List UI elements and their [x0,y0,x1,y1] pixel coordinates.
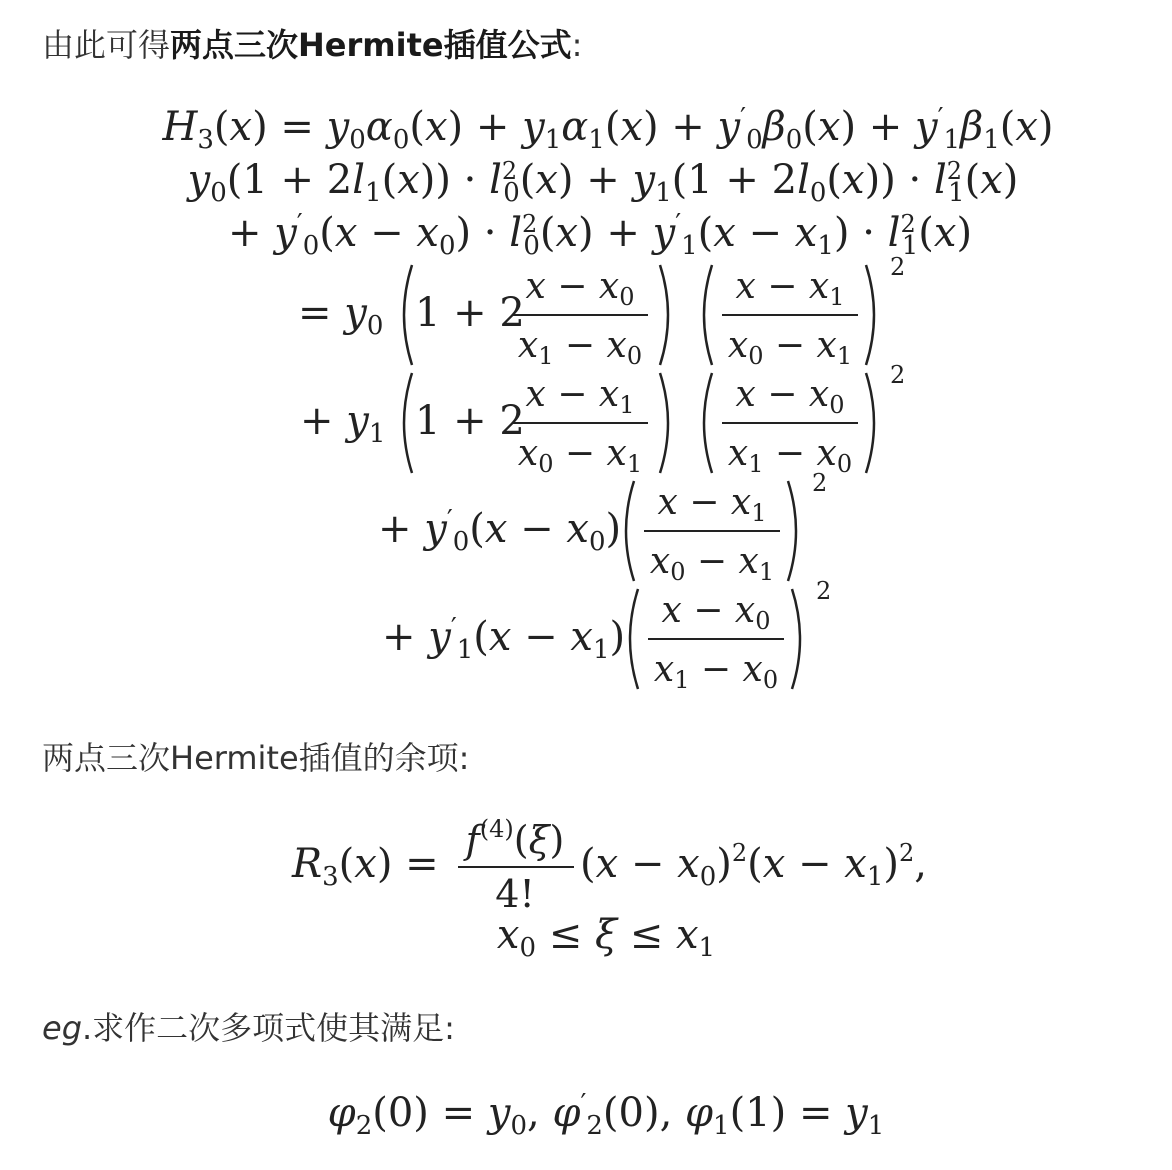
formula-row-4 [298,253,905,370]
svg-text:2: 2 [890,253,906,281]
intro-prefix: 由此可得 [42,26,171,64]
svg-text:+ y1: + $y_1$ [300,398,386,449]
svg-text:x1 − x0: x1 − x0 [517,325,643,370]
hermite-formula-block [0,95,1172,705]
svg-text:x − x0: x − x0 [525,266,635,311]
remainder-heading: 两点三次Hermite插值的余项: [42,739,470,777]
intro-paragraph [42,20,582,66]
svg-text:1 + 2: 1 + 2 [415,398,525,444]
svg-text:x0 − x1: x0 − x1 [649,541,775,586]
svg-text:x0 − x1: x0 − x1 [727,325,853,370]
svg-text:+ y′1(x − x1): + $y'_1(x - x_1)$ [382,613,626,665]
remainder-formula-svg [0,805,1172,965]
svg-text:2: 2 [812,469,828,497]
svg-text:x0 − x1: x0 − x1 [517,433,643,478]
hermite-formula-svg [0,95,1172,705]
formula-row-7 [382,577,831,694]
formula-row-3: + $y'_0(x - x_0) \cdot l^2$ $0(x) + y'_1(x - x_1) \cdot l^2$ 1(x) [227,209,973,261]
svg-text:x − x1: x − x1 [735,266,845,311]
row-4-open-paren [404,265,412,365]
svg-text:2: 2 [890,361,906,389]
example-formula-svg [0,1080,1172,1150]
remainder-condition: $x_0 \le \xi \le x_1$ [496,912,716,963]
remainder-numerator: $f^{(4)}(\xi)$ [465,815,565,862]
formula-row-2: $y_0(1 + 2l_1(x)) \cdot l^2$ $0(x) + y_1(1 + 2l_0(x)) \cdot l^2$ 1(x) [187,157,1019,208]
svg-text:x − x0: x − x0 [661,590,771,635]
svg-text:1 + 2: 1 + 2 [415,290,525,336]
svg-text:= y0: = $y_0$ [298,290,384,341]
formula-row-5 [300,361,905,478]
svg-text:x − x1: x − x1 [657,482,767,527]
example-eg: eg [42,1009,82,1047]
example-formula: $\varphi_2(0) = y_0$, $\varphi'_2(0)$, $\varphi_1(1) = y_1$ [327,1089,885,1141]
formula-row-6 [378,469,827,586]
example-paragraph [42,1003,455,1049]
svg-text:x − x0: x − x0 [735,374,845,419]
intro-bold-term: 两点三次Hermite插值公式 [170,26,572,64]
svg-text:+ y′0(x − x0): + $y'_0(x - x_0)$ [378,505,622,557]
remainder-lhs: $R_3(x)$ = [292,841,439,892]
example-formula-block [0,1080,1172,1150]
remainder-rhs: $(x - x_0)^2(x - x_1)^2$, [580,839,927,892]
intro-suffix: : [571,26,583,64]
remainder-formula-block [0,805,1172,965]
svg-text:x1 − x0: x1 − x0 [727,433,853,478]
remainder-denominator: 4! [495,872,535,916]
svg-text:2: 2 [816,577,832,605]
svg-text:x1 − x0: x1 − x0 [653,649,779,694]
formula-row-1: $H_3(x) = y_0\alpha_0(x) + y_1\alpha_1(x) + y'_0\beta_0(x) + y'_1\beta_1(x)$ [162,103,1054,155]
svg-text:x − x1: x − x1 [525,374,635,419]
example-text: .求作二次多项式使其满足: [82,1009,455,1047]
